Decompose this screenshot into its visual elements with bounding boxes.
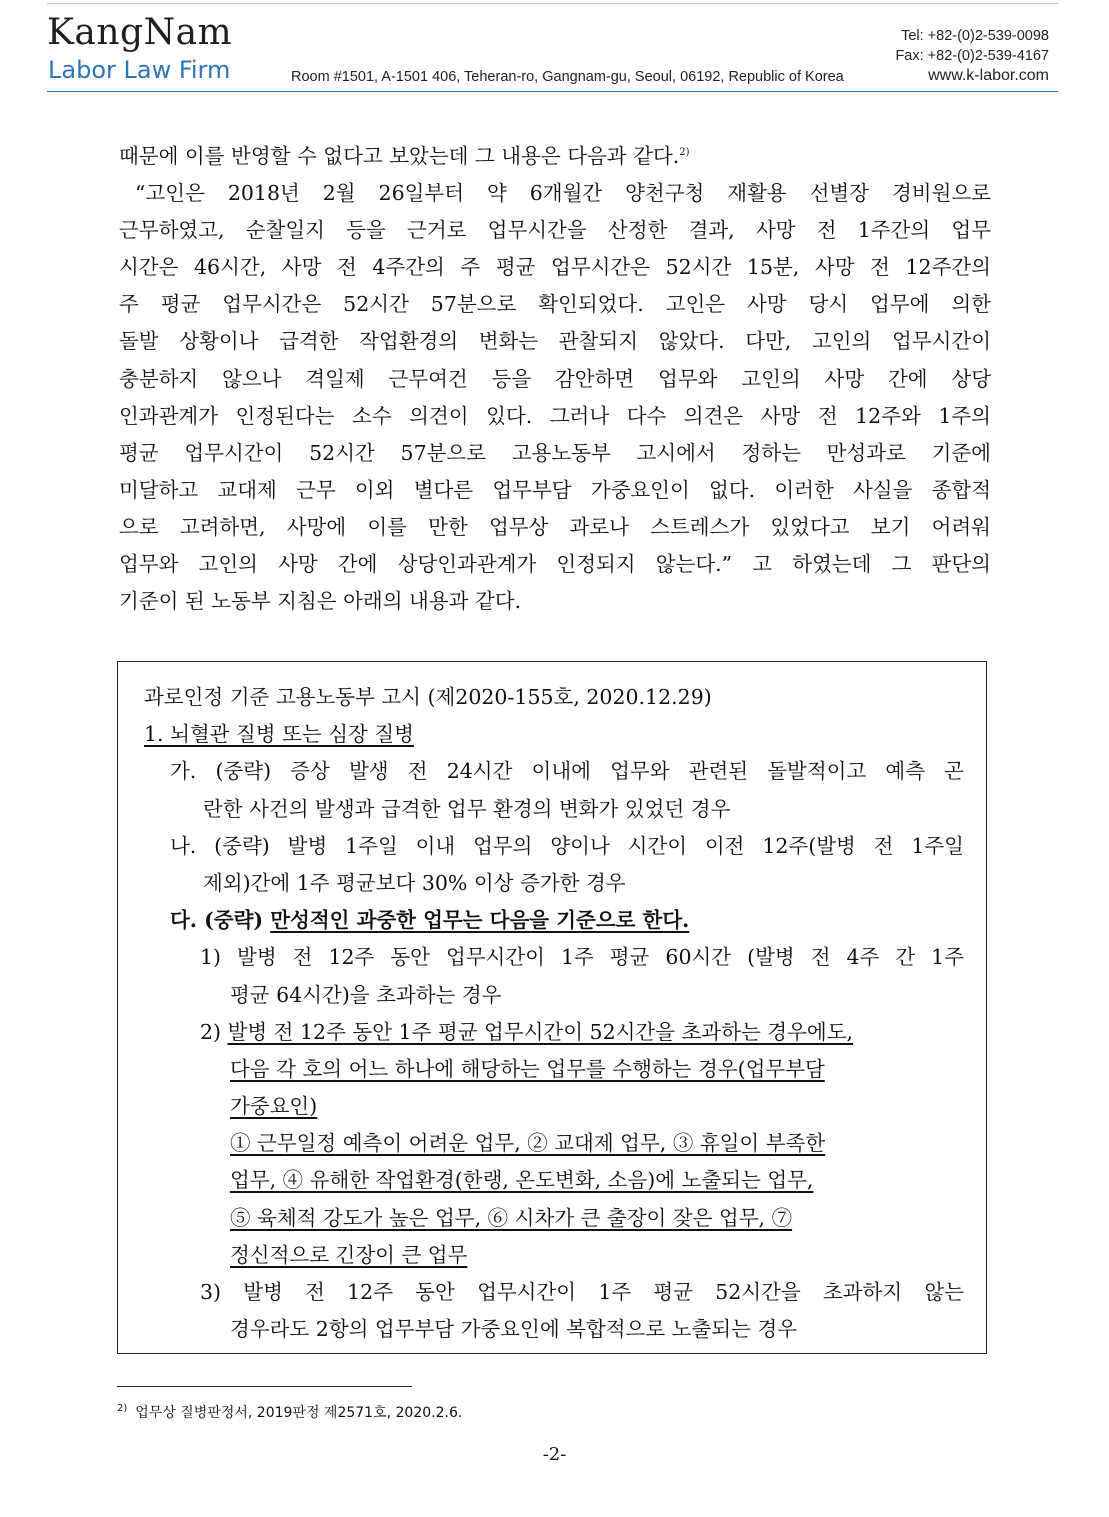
body-line: 으로 고려하면, 사망에 이를 만한 업무상 과로나 스트레스가 있었다고 보기 어려워 xyxy=(119,514,991,539)
guideline-box xyxy=(117,661,987,1354)
sub1-line1: 1) 발병 전 12주 동안 업무시간이 1주 평균 60시간 (발병 전 4주 간 1주 xyxy=(200,945,964,970)
sub2-line3: 가중요인) xyxy=(230,1094,318,1119)
sub2-line5: 업무, ④ 유해한 작업환경(한랭, 온도변화, 소음)에 노출되는 업무, xyxy=(230,1168,814,1193)
body-line: 돌발 상황이나 급격한 작업환경의 변화는 관찰되지 않았다. 다만, 고인의 업무시간이 xyxy=(119,329,991,354)
item-na-line1: 나. (중략) 발병 1주일 이내 업무의 양이나 시간이 이전 12주(발병 전 1주일 xyxy=(170,833,964,858)
body-line: 근무하였고, 순찰일지 등을 근거로 업무시간을 산정한 결과, 사망 전 1주간의 업무 xyxy=(119,218,991,243)
footnote-number: 2) xyxy=(117,1403,128,1415)
guideline-content xyxy=(144,679,964,1348)
header-top-rule xyxy=(47,3,1058,4)
body-line: 미달하고 교대제 근무 이외 별다른 업무부담 가중요인이 없다. 이러한 사실을 종합적 xyxy=(119,477,991,502)
guideline-title: 과로인정 기준 고용노동부 고시 (제2020-155호, 2020.12.29) xyxy=(144,685,712,709)
firm-contact xyxy=(895,26,1049,86)
footnote-divider xyxy=(117,1386,412,1387)
body-line: “고인은 2018년 2월 26일부터 약 6개월간 양천구청 재활용 선별장 경비원으로 xyxy=(135,181,991,206)
section-heading: 1. 뇌혈관 질병 또는 심장 질병 xyxy=(144,722,414,747)
sub3-line1: 3) 발병 전 12주 동안 업무시간이 1주 평균 52시간을 초과하지 않는 xyxy=(200,1280,964,1304)
body-paragraph xyxy=(119,138,991,620)
sub2-line7: 정신적으로 긴장이 큰 업무 xyxy=(230,1242,468,1267)
sub2-line2: 다음 각 호의 어느 하나에 해당하는 업무를 수행하는 경우(업무부담 xyxy=(230,1056,825,1081)
firm-logo-subtitle: Labor Law Firm xyxy=(48,56,231,84)
body-line: 업무와 고인의 사망 간에 상당인과관계가 인정되지 않는다.” 고 하였는데 그 판단의 xyxy=(119,552,991,577)
firm-address: Room #1501, A-1501 406, Teheran-ro, Gangnam-gu, Seoul, 06192, Republic of Korea xyxy=(291,69,844,85)
body-line: 주 평균 업무시간은 52시간 57분으로 확인되었다. 고인은 사망 당시 업무에 의한 xyxy=(119,292,991,317)
sub2-line4: ① 근무일정 예측이 어려운 업무, ② 교대제 업무, ③ 휴일이 부족한 xyxy=(230,1131,826,1156)
page-number: -2- xyxy=(542,1444,567,1465)
body-line: 충분하지 않으나 격일제 근무여건 등을 감안하면 업무와 고인의 사망 간에 상당 xyxy=(119,366,991,391)
footnote xyxy=(117,1402,462,1422)
body-line: 때문에 이를 반영할 수 없다고 보았는데 그 내용은 다음과 같다.$^{2)}$ xyxy=(119,144,690,168)
firm-fax: Fax: +82-(0)2-539-4167 xyxy=(895,48,1049,64)
item-na-line2: 제외)간에 1주 평균보다 30% 이상 증가한 경우 xyxy=(203,870,626,895)
firm-logo-name: KangNam xyxy=(47,12,233,53)
item-da: 다. (중략) 만성적인 과중한 업무는 다음을 기준으로 한다. xyxy=(170,908,690,933)
firm-website: www.k-labor.com xyxy=(928,67,1049,84)
body-line: 시간은 46시간, 사망 전 4주간의 주 평균 업무시간은 52시간 15분, 사망 전 12주간의 xyxy=(119,255,991,280)
footnote-reference: 2) xyxy=(679,147,690,159)
sub1-line2: 평균 64시간)을 초과하는 경우 xyxy=(230,982,502,1007)
footnote-text: 업무상 질병판정서, 2019판정 제2571호, 2020.2.6. xyxy=(135,1405,463,1421)
body-line: 기준이 된 노동부 지침은 아래의 내용과 같다. xyxy=(119,589,522,614)
sub3-line2: 경우라도 2항의 업무부담 가중요인에 복합적으로 노출되는 경우 xyxy=(230,1317,798,1342)
item-ga-line2: 란한 사건의 발생과 급격한 업무 환경의 변화가 있었던 경우 xyxy=(203,796,731,821)
firm-tel: Tel: +82-(0)2-539-0098 xyxy=(901,28,1049,44)
sub2-line1: 2) 발병 전 12주 동안 1주 평균 업무시간이 52시간을 초과하는 경우에도, xyxy=(200,1019,854,1044)
body-line: 인과관계가 인정된다는 소수 의견이 있다. 그러나 다수 의견은 사망 전 12주와 1주의 xyxy=(119,403,991,428)
body-line: 평균 업무시간이 52시간 57분으로 고용노동부 고시에서 정하는 만성과로 기준에 xyxy=(119,440,991,465)
header-divider xyxy=(47,91,1058,92)
sub2-line6: ⑤ 육체적 강도가 높은 업무, ⑥ 시차가 큰 출장이 잦은 업무, ⑦ xyxy=(230,1205,793,1230)
item-ga-line1: 가. (중략) 증상 발생 전 24시간 이내에 업무와 관련된 돌발적이고 예측 곤 xyxy=(170,759,964,784)
